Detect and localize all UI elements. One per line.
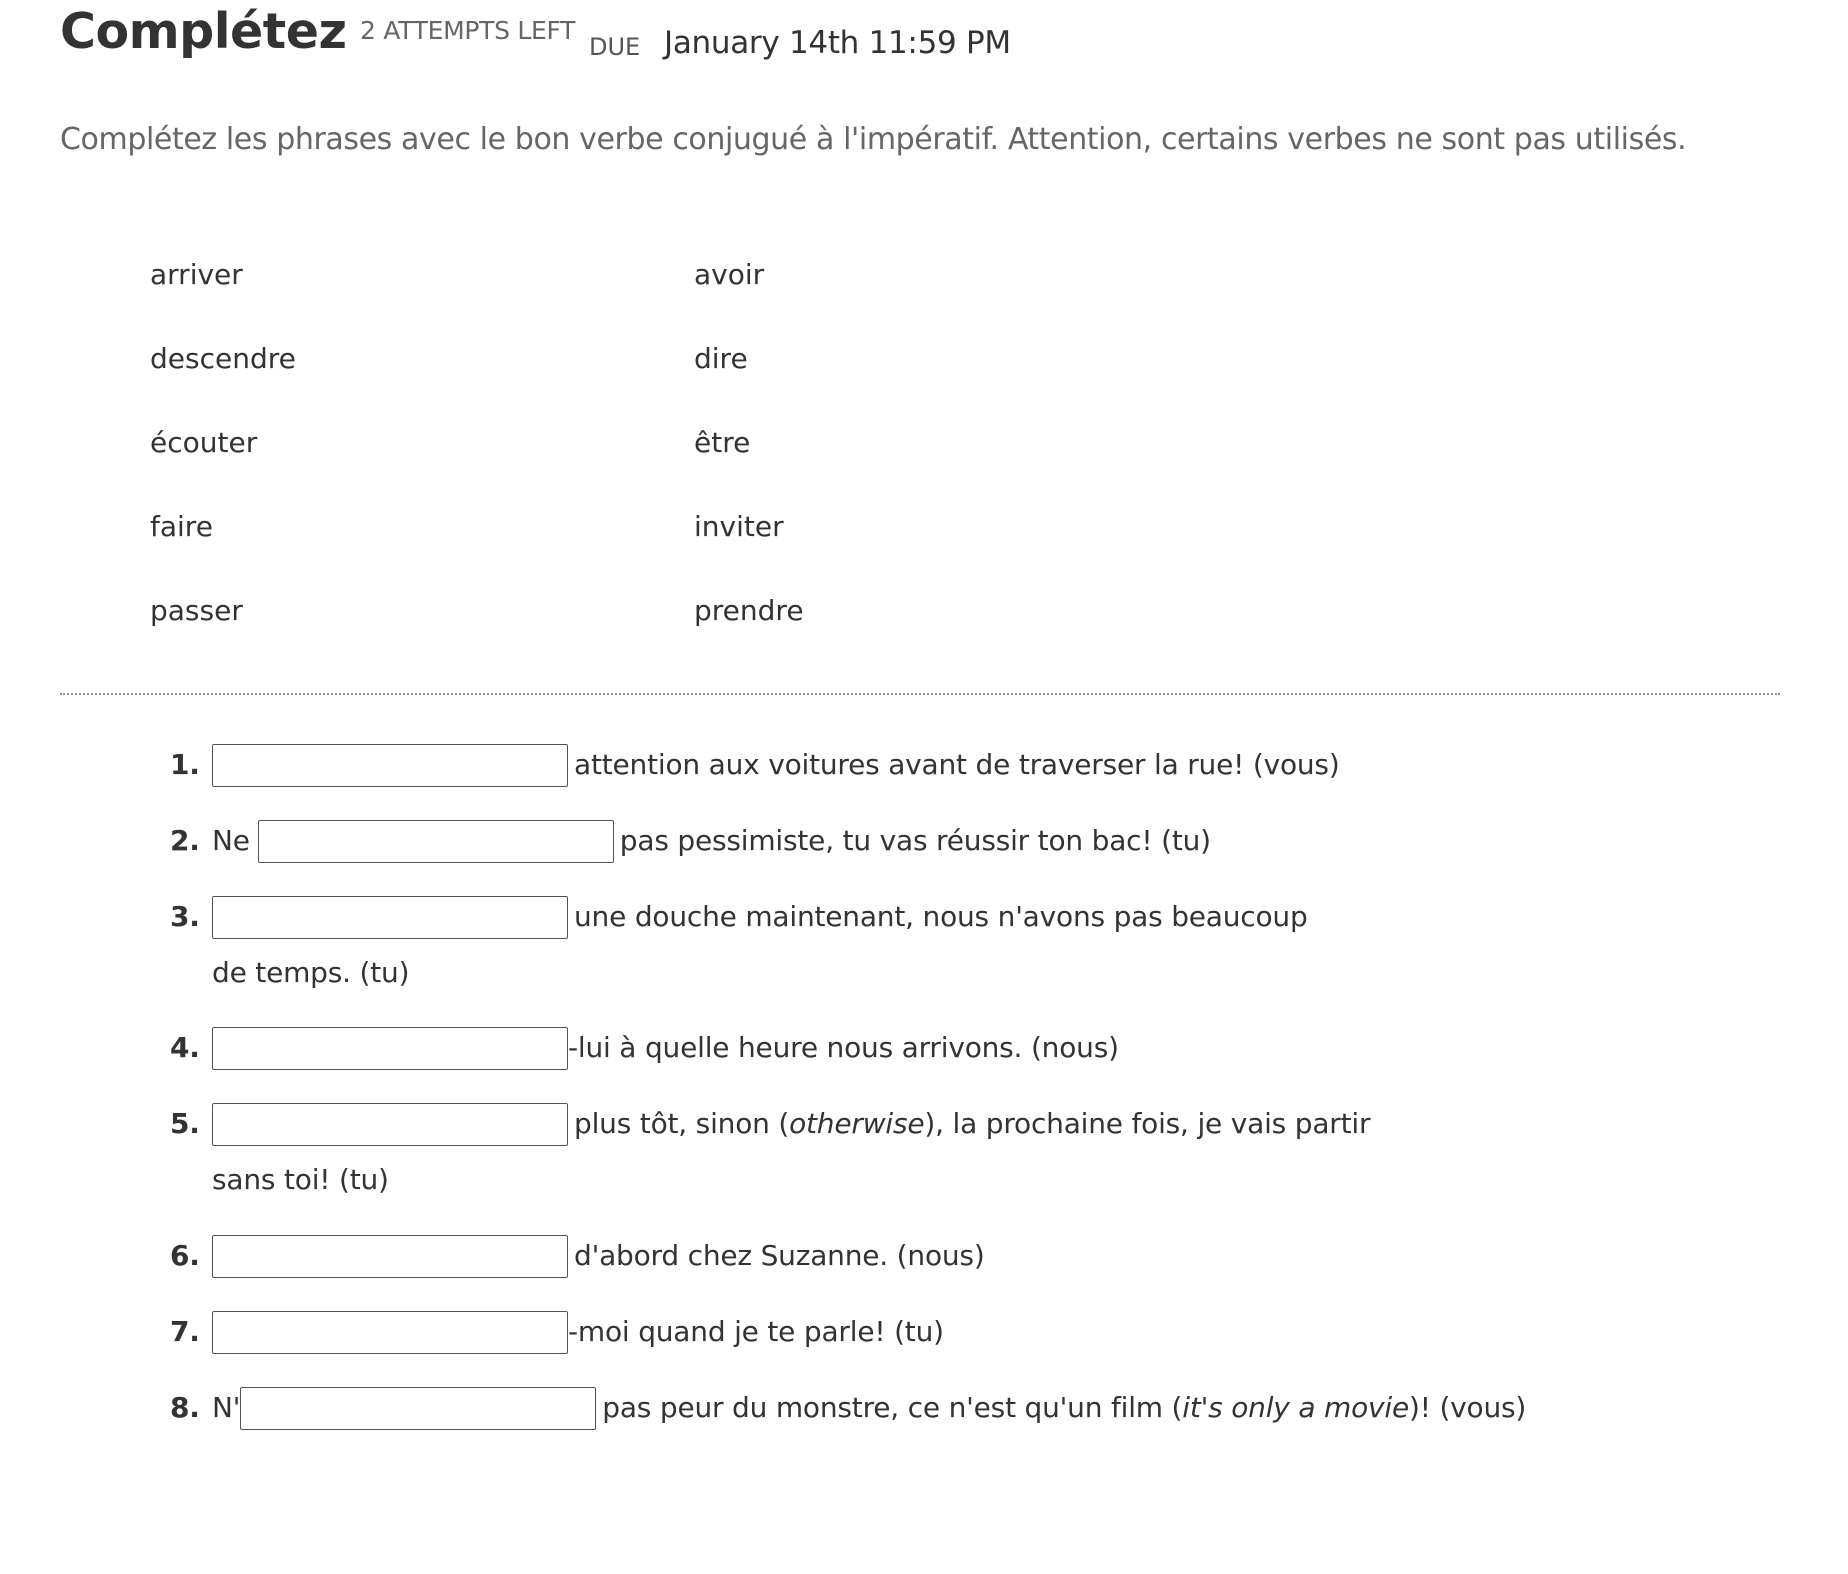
italic-gloss: otherwise bbox=[789, 1107, 925, 1140]
answer-input-6[interactable] bbox=[212, 1235, 568, 1278]
due-date: January 14th 11:59 PM bbox=[664, 25, 1011, 61]
word-bank-item: avoir bbox=[694, 258, 765, 291]
word-bank-item: passer bbox=[150, 594, 243, 627]
question-text-continuation: de temps. (tu) bbox=[212, 956, 410, 989]
word-bank-item: prendre bbox=[694, 594, 804, 627]
answer-input-2[interactable] bbox=[258, 820, 614, 863]
question-number: 3. bbox=[170, 900, 200, 933]
question-prefix: N' bbox=[212, 1391, 241, 1424]
question-text: -moi quand je te parle! (tu) bbox=[568, 1315, 944, 1348]
question-number: 4. bbox=[170, 1031, 200, 1064]
question-text: -lui à quelle heure nous arrivons. (nous) bbox=[568, 1031, 1119, 1064]
question-number: 2. bbox=[170, 824, 200, 857]
word-bank-item: inviter bbox=[694, 510, 784, 543]
question-text: pas pessimiste, tu vas réussir ton bac! (tu) bbox=[619, 824, 1211, 857]
question-text: pas peur du monstre, ce n'est qu'un film (it's only a movie)! (vous) bbox=[602, 1391, 1527, 1424]
instructions-text: Complétez les phrases avec le bon verbe conjugué à l'impératif. Attention, certains verbes ne sont pas utilisés. bbox=[60, 122, 1687, 157]
answer-input-4[interactable] bbox=[212, 1027, 568, 1070]
word-bank-item: faire bbox=[150, 510, 213, 543]
assignment-header bbox=[60, 0, 1760, 70]
question-number: 1. bbox=[170, 748, 200, 781]
word-bank-item: être bbox=[694, 426, 751, 459]
question-text: une douche maintenant, nous n'avons pas beaucoup bbox=[574, 900, 1308, 933]
question-text: d'abord chez Suzanne. (nous) bbox=[574, 1239, 985, 1272]
word-bank-item: écouter bbox=[150, 426, 258, 459]
question-text: attention aux voitures avant de traverser la rue! (vous) bbox=[574, 748, 1340, 781]
question-number: 6. bbox=[170, 1239, 200, 1272]
word-bank-item: arriver bbox=[150, 258, 243, 291]
question-text: plus tôt, sinon (otherwise), la prochaine fois, je vais partir bbox=[574, 1107, 1371, 1140]
attempts-left-label: 2 ATTEMPTS LEFT bbox=[360, 16, 576, 45]
page-title: Complétez bbox=[60, 3, 347, 60]
section-divider bbox=[60, 693, 1780, 695]
question-text-continuation: sans toi! (tu) bbox=[212, 1163, 389, 1196]
answer-input-1[interactable] bbox=[212, 744, 568, 787]
answer-input-7[interactable] bbox=[212, 1311, 568, 1354]
answer-input-8[interactable] bbox=[240, 1387, 596, 1430]
question-prefix: Ne bbox=[212, 824, 250, 857]
question-number: 5. bbox=[170, 1107, 200, 1140]
word-bank-item: descendre bbox=[150, 342, 296, 375]
answer-input-5[interactable] bbox=[212, 1103, 568, 1146]
italic-gloss: it's only a movie bbox=[1182, 1391, 1409, 1424]
due-label: DUE bbox=[589, 33, 641, 61]
word-bank-item: dire bbox=[694, 342, 748, 375]
question-number: 8. bbox=[170, 1391, 200, 1424]
answer-input-3[interactable] bbox=[212, 896, 568, 939]
question-number: 7. bbox=[170, 1315, 200, 1348]
